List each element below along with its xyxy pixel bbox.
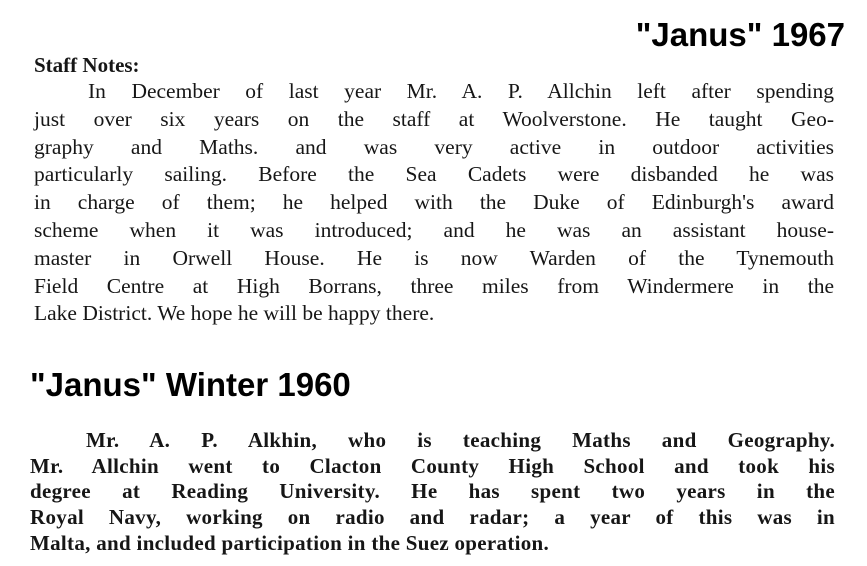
- text-line: Mr. A. P. Alkhin, who is teaching Maths and Geography.: [86, 428, 835, 452]
- text-line: in charge of them; he helped with the Duke of Edinburgh's award: [34, 190, 834, 215]
- text-line: scheme when it was introduced; and he was an assistant house-: [34, 217, 834, 242]
- clipping-staff-notes-1967: [34, 52, 834, 328]
- text-line: degree at Reading University. He has spent two years in the: [30, 479, 835, 504]
- caption-janus-winter-1960: "Janus" Winter 1960: [30, 366, 351, 403]
- text-line: Lake District. We hope he will be happy there.: [34, 301, 435, 326]
- staff-notes-heading: Staff Notes:: [34, 53, 140, 77]
- text-line: master in Orwell House. He is now Warden of the Tynemouth: [34, 245, 834, 270]
- clipping-allchin-1960: [30, 428, 835, 557]
- text-line: Royal Navy, working on radio and radar; a year of this was in: [30, 505, 835, 530]
- caption-janus-1967: "Janus" 1967: [635, 16, 845, 53]
- text-line: Malta, and included participation in the Suez operation.: [30, 530, 550, 555]
- text-line: Mr. Allchin went to Clacton County High School and took his: [30, 453, 835, 478]
- text-line: In December of last year Mr. A. P. Allchin left after spending: [88, 79, 834, 103]
- staff-notes-body: [34, 78, 834, 328]
- text-line: Field Centre at High Borrans, three miles from Windermere in the: [34, 273, 834, 298]
- text-line: just over six years on the staff at Woolverstone. He taught Geo-: [34, 106, 834, 131]
- text-line: particularly sailing. Before the Sea Cadets were disbanded he was: [34, 162, 834, 187]
- text-line: graphy and Maths. and was very active in outdoor activities: [34, 134, 834, 159]
